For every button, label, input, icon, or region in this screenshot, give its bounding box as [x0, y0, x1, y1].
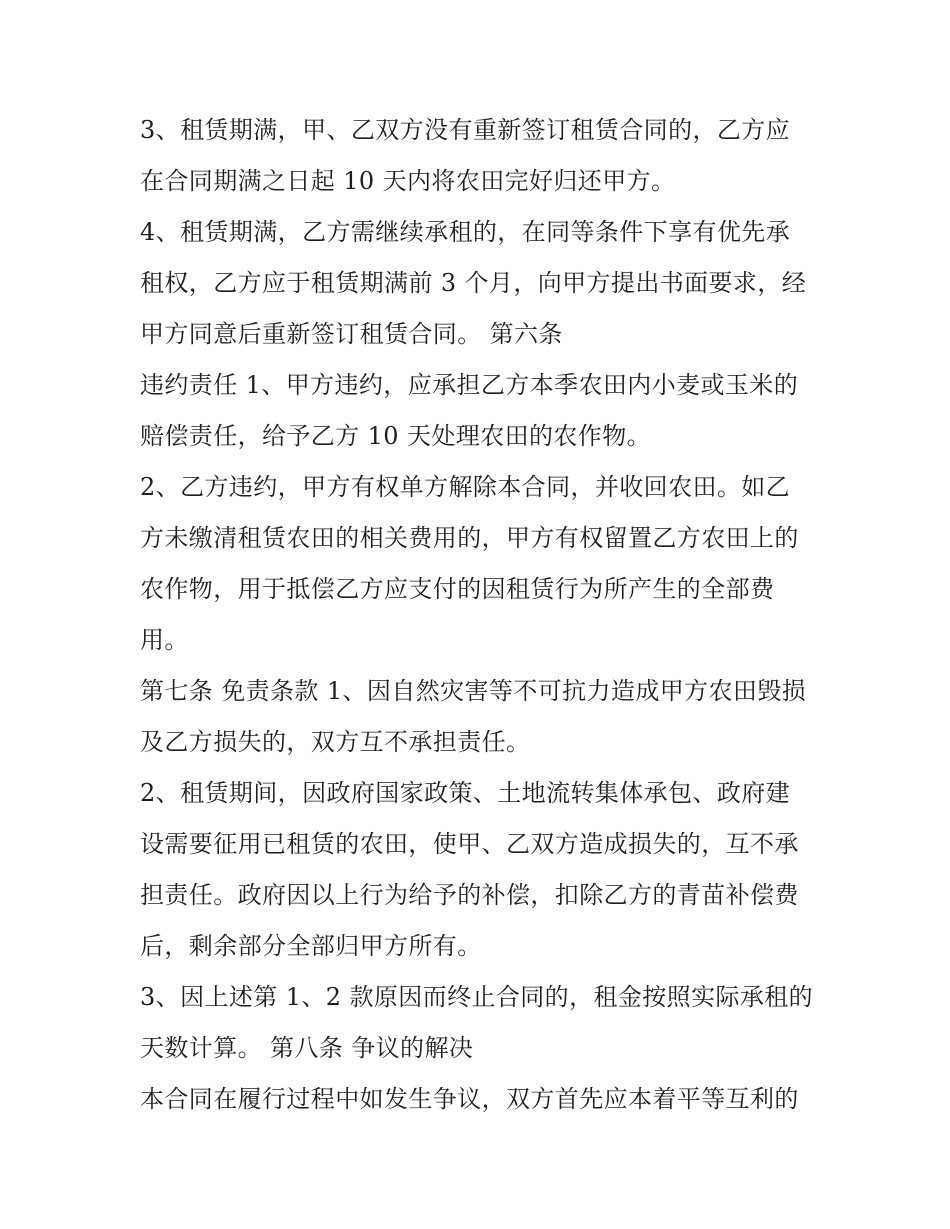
text-line: 2、乙方违约，甲方有权单方解除本合同，并收回农田。如乙 — [140, 473, 791, 501]
paragraph-exemption-1 — [140, 666, 820, 768]
paragraph-clause-5-4 — [140, 207, 820, 360]
document-body — [140, 105, 820, 1125]
text-line: 甲方同意后重新签订租赁合同。 第六条 — [140, 320, 563, 348]
paragraph-exemption-3 — [140, 972, 820, 1074]
text-line: 3、租赁期满，甲、乙双方没有重新签订租赁合同的，乙方应 — [140, 116, 791, 144]
paragraph-dispute — [140, 1074, 820, 1125]
text-line: 天数计算。 第八条 争议的解决 — [140, 1034, 474, 1062]
text-line: 后，剩余部分全部归甲方所有。 — [140, 932, 482, 960]
text-line: 4、租赁期满，乙方需继续承租的，在同等条件下享有优先承 — [140, 218, 791, 246]
paragraph-clause-5-3 — [140, 105, 820, 207]
text-line: 本合同在履行过程中如发生争议，双方首先应本着平等互利的 — [140, 1085, 799, 1113]
text-line: 担责任。政府因以上行为给予的补偿，扣除乙方的青苗补偿费 — [140, 881, 799, 909]
text-line: 在合同期满之日起 10 天内将农田完好归还甲方。 — [140, 167, 676, 195]
text-line: 3、因上述第 1、2 款原因而终止合同的，租金按照实际承租的 — [140, 983, 814, 1011]
paragraph-breach-2 — [140, 462, 820, 666]
text-line: 设需要征用已租赁的农田，使甲、乙双方造成损失的，互不承 — [140, 830, 799, 858]
paragraph-breach-1 — [140, 360, 820, 462]
text-line: 第七条 免责条款 1、因自然灾害等不可抗力造成甲方农田毁损 — [140, 677, 807, 705]
text-line: 用。 — [140, 626, 189, 654]
text-line: 赔偿责任，给予乙方 10 天处理农田的农作物。 — [140, 422, 651, 450]
paragraph-exemption-2 — [140, 768, 820, 972]
text-line: 违约责任 1、甲方违约，应承担乙方本季农田内小麦或玉米的 — [140, 371, 799, 399]
text-line: 及乙方损失的，双方互不承担责任。 — [140, 728, 531, 756]
text-line: 农作物，用于抵偿乙方应支付的因租赁行为所产生的全部费 — [140, 575, 775, 603]
text-line: 2、租赁期间，因政府国家政策、土地流转集体承包、政府建 — [140, 779, 791, 807]
text-line: 方未缴清租赁农田的相关费用的，甲方有权留置乙方农田上的 — [140, 524, 799, 552]
text-line: 租权，乙方应于租赁期满前 3 个月，向甲方提出书面要求，经 — [140, 269, 807, 297]
